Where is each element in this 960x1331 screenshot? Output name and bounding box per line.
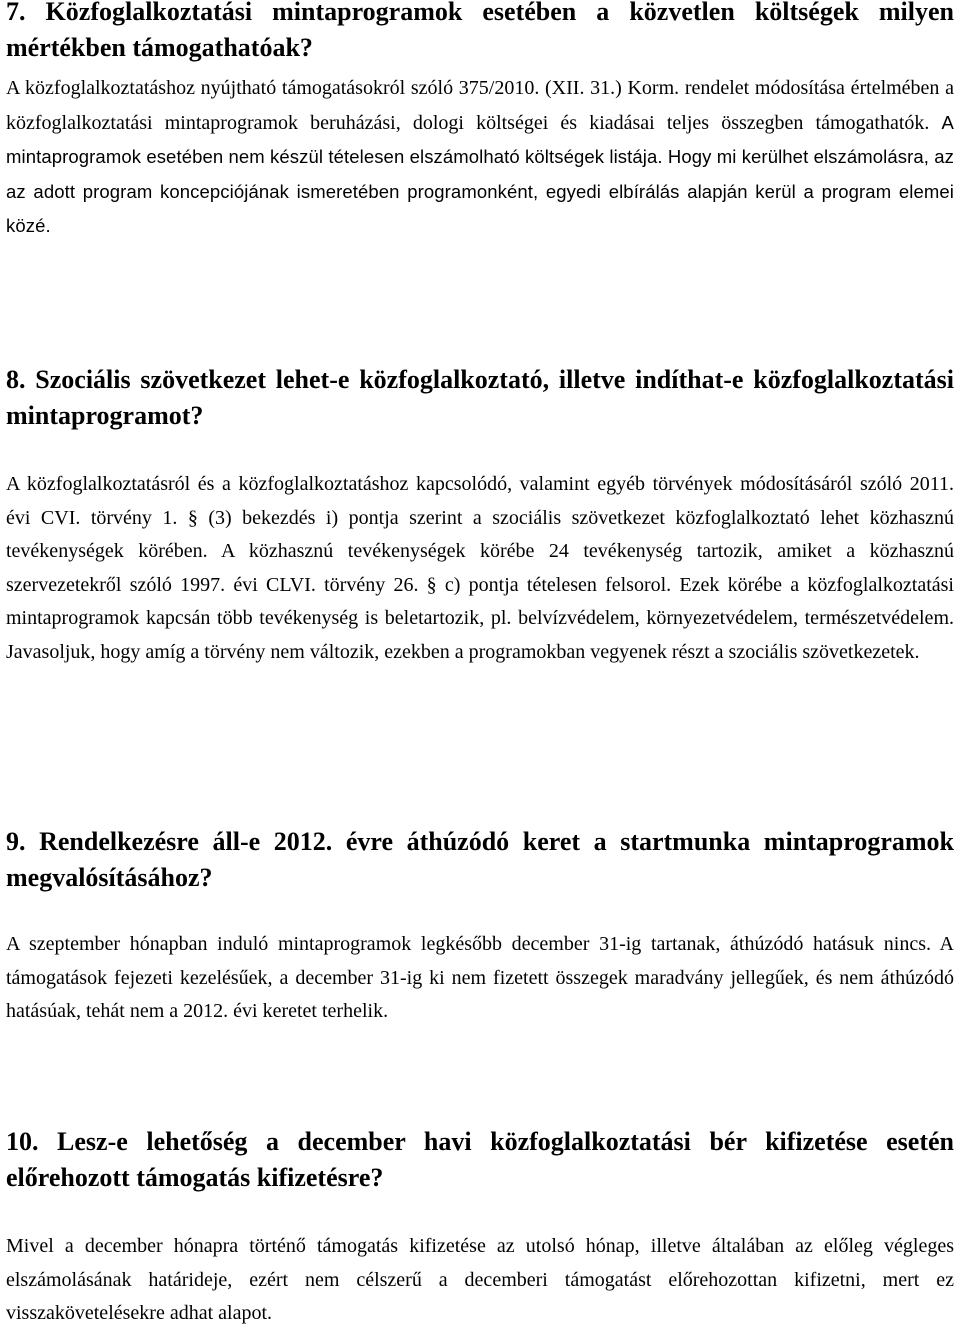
- section-10-body: Mivel a december hónapra történő támogatás kifizetése az utolsó hónap, illetve általában az előleg végleges elszámolásának határideje, ezért nem célszerű a decemberi támogatást előrehozottan kifizetni, mert ez visszakövetelésekre adhat alapot.: [6, 1235, 954, 1324]
- section-7-body-part-2: A mintaprogramok esetében nem készül tételesen elszámolható költségek listája. Hogy mi kerülhet elszámolásra, az az adott program koncepciójának ismeretében programonként, egyedi elbírálás alapján kerül a program elemei közé.: [6, 111, 954, 236]
- section-7-body: [6, 72, 954, 244]
- section-8-body: A közfoglalkoztatásról és a közfoglalkoztatáshoz kapcsolódó, valamint egyéb törvények módosításáról szóló 2011. évi CVI. törvény 1. § (3) bekezdés i) pontja szerint a szociális szövetkezet közfoglalkoztató lehet közhasznú tevékenységek körében. A közhasznú tevékenységek körébe 24 tevékenység tartozik, amiket a közhasznú szervezetekről szóló 1997. évi CLVI. törvény 26. § c) pontja tételesen felsorol. Ezek körébe a közfoglalkoztatási mintaprogramok kapcsán több tevékenység is beletartozik, pl. belvízvédelem, környezetvédelem, természetvédelem. Javasoljuk, hogy amíg a törvény nem változik, ezekben a programokban vegyenek részt a szociális szövetkezetek.: [6, 473, 954, 663]
- section-8-title: 8. Szociális szövetkezet lehet-e közfoglalkoztató, illetve indíthat-e közfoglalkoztatási mintaprogramot?: [6, 365, 954, 430]
- section-9-body: A szeptember hónapban induló mintaprogramok legkésőbb december 31-ig tartanak, áthúzódó hatásuk nincs. A támogatások fejezeti kezelésűek, a december 31-ig ki nem fizetett összegek maradvány jellegűek, és nem áthúzódó hatásúak, tehát nem a 2012. évi keretet terhelik.: [6, 933, 954, 1022]
- section-10-title: 10. Lesz-e lehetőség a december havi közfoglalkoztatási bér kifizetése esetén előrehozott támogatás kifizetésre?: [6, 1127, 954, 1192]
- section-9-title: 9. Rendelkezésre áll-e 2012. évre áthúzódó keret a startmunka mintaprogramok megvalósításához?: [6, 827, 954, 892]
- section-7-title: 7. Közfoglalkoztatási mintaprogramok esetében a közvetlen költségek milyen mértékben támogathatóak?: [6, 0, 954, 62]
- section-7-body-part-1: A közfoglalkoztatáshoz nyújtható támogatásokról szóló 375/2010. (XII. 31.) Korm. rendelet módosítása értelmében a közfoglalkoztatási mintaprogramok beruházási, dologi költségei és kiadásai teljes összegben támogathatók.: [6, 77, 954, 134]
